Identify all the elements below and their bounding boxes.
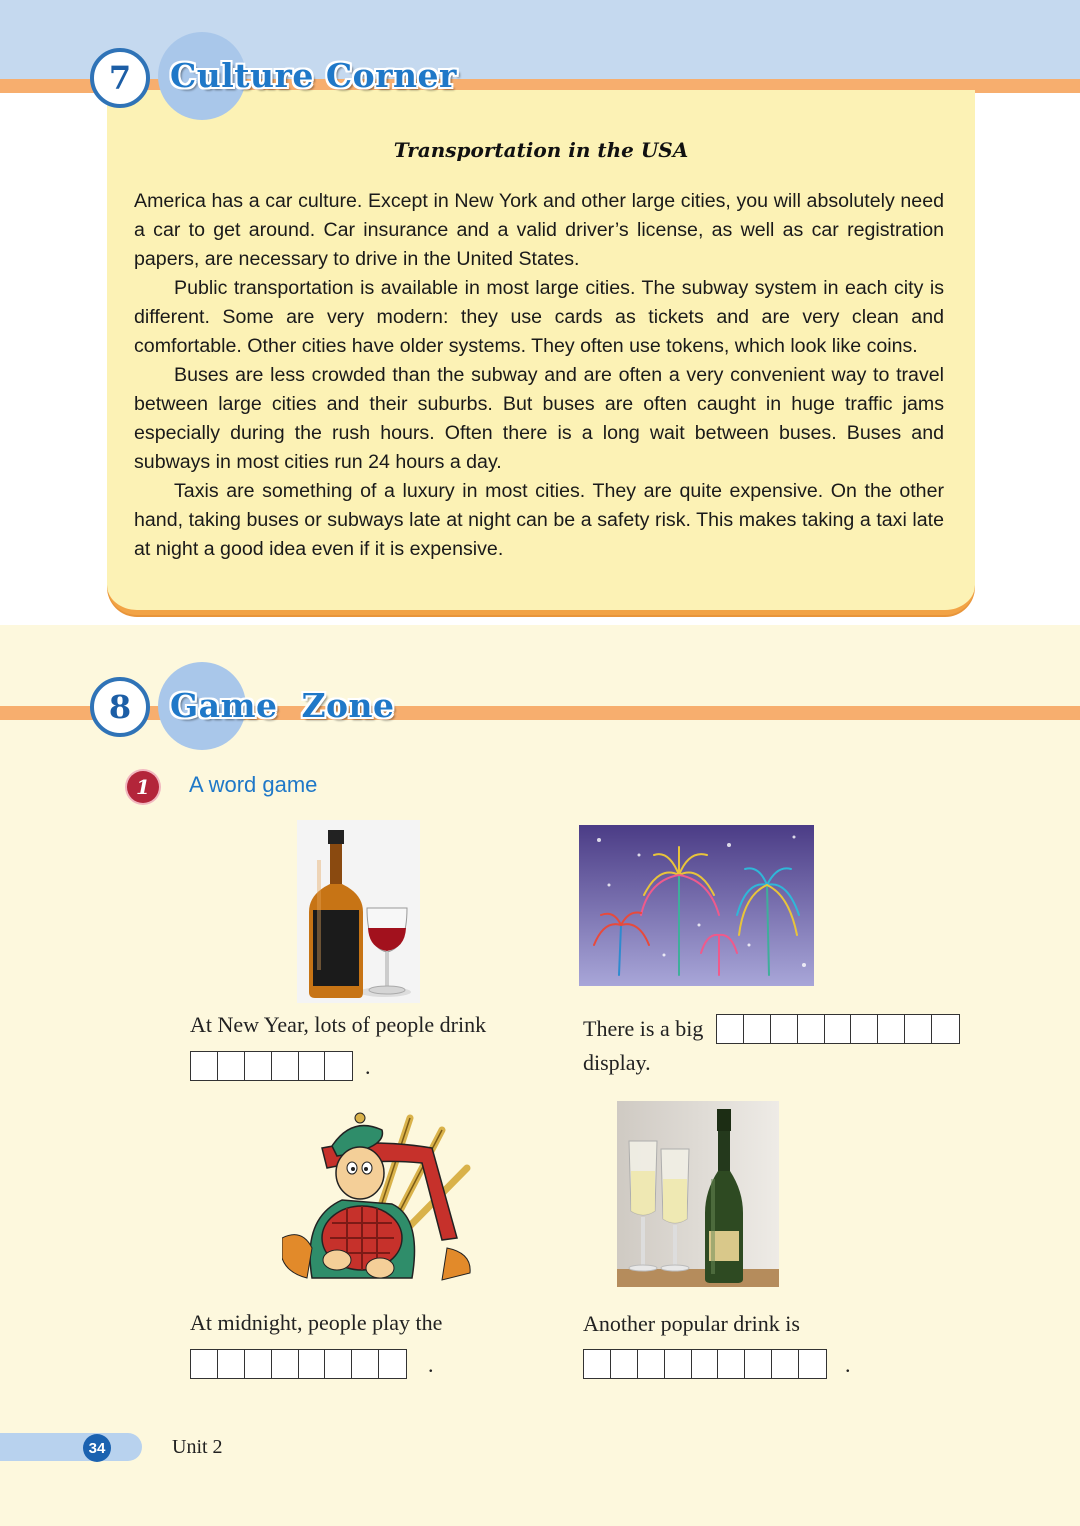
culture-corner-box xyxy=(107,90,975,615)
article-body xyxy=(134,187,944,564)
letter-box[interactable] xyxy=(583,1349,611,1379)
letter-box[interactable] xyxy=(271,1349,299,1379)
section-8-number: 8 xyxy=(90,677,150,737)
unit-label: Unit 2 xyxy=(172,1436,223,1458)
letter-box[interactable] xyxy=(717,1349,745,1379)
footer-bar xyxy=(0,1433,142,1461)
letter-box[interactable] xyxy=(664,1349,692,1379)
letter-box[interactable] xyxy=(771,1349,799,1379)
exercise-title: A word game xyxy=(189,772,318,797)
letter-box[interactable] xyxy=(824,1014,852,1044)
item-2-caption-continued: display. xyxy=(583,1050,651,1075)
item-3-period: . xyxy=(428,1352,434,1377)
letter-box[interactable] xyxy=(298,1349,326,1379)
item-1-period: . xyxy=(365,1054,371,1079)
letter-box[interactable] xyxy=(770,1014,798,1044)
whisky-wine-illustration xyxy=(297,820,420,1003)
game-zone-title: Game Zone xyxy=(170,686,395,725)
bagpipes-illustration xyxy=(282,1108,477,1290)
letter-box[interactable] xyxy=(351,1349,379,1379)
article-paragraph: Taxis are something of a luxury in most cities. They are quite expensive. On the other hand, taking buses or subways late at night can be a safety risk. This makes taking a taxi late at night a good idea even if it is expensive. xyxy=(134,480,944,560)
letter-box[interactable] xyxy=(637,1349,665,1379)
page-number: 34 xyxy=(83,1434,111,1462)
letter-box[interactable] xyxy=(798,1349,826,1379)
letter-box[interactable] xyxy=(743,1014,771,1044)
letter-box[interactable] xyxy=(324,1349,352,1379)
item-3-caption: At midnight, people play the xyxy=(190,1310,443,1335)
article-title: Transportation in the USA xyxy=(393,138,689,162)
champagne-illustration xyxy=(617,1101,779,1287)
letter-box[interactable] xyxy=(298,1051,326,1081)
letter-box[interactable] xyxy=(904,1014,932,1044)
letter-box[interactable] xyxy=(190,1349,218,1379)
letter-box[interactable] xyxy=(877,1014,905,1044)
letter-box[interactable] xyxy=(271,1051,299,1081)
letter-box[interactable] xyxy=(324,1051,352,1081)
item-1-answer-boxes[interactable] xyxy=(190,1051,353,1081)
letter-box[interactable] xyxy=(850,1014,878,1044)
culture-corner-title: Culture Corner xyxy=(170,56,457,95)
letter-box[interactable] xyxy=(931,1014,959,1044)
letter-box[interactable] xyxy=(244,1051,272,1081)
letter-box[interactable] xyxy=(378,1349,406,1379)
article-paragraph: Public transportation is available in most large cities. The subway system in each city is different. Some are very modern: they use cards as tickets and are very clean and comfortable. Other cities have older systems. They often use tokens, which look like coins. xyxy=(134,277,944,357)
letter-box[interactable] xyxy=(190,1051,218,1081)
letter-box[interactable] xyxy=(217,1349,245,1379)
item-3-answer-boxes[interactable] xyxy=(190,1349,407,1379)
letter-box[interactable] xyxy=(744,1349,772,1379)
letter-box[interactable] xyxy=(691,1349,719,1379)
item-4-caption: Another popular drink is xyxy=(583,1311,800,1336)
exercise-number-marker: 1 xyxy=(127,771,159,803)
article-paragraph: Buses are less crowded than the subway and are often a very convenient way to travel between large cities and their suburbs. But buses are often caught in huge traffic jams especially during the rush hours. Often there is a long wait between buses. Buses and subways in most cities run 24 hours a day. xyxy=(134,364,944,473)
letter-box[interactable] xyxy=(244,1349,272,1379)
item-4-answer-boxes[interactable] xyxy=(583,1349,827,1379)
item-4-period: . xyxy=(845,1352,851,1377)
item-2-answer-boxes[interactable] xyxy=(716,1014,960,1044)
article-paragraph: America has a car culture. Except in New York and other large cities, you will absolutely need a car to get around. Car insurance and a valid driver’s license, as well as car registration papers, are necessary to drive in the United States. xyxy=(134,190,944,270)
letter-box[interactable] xyxy=(217,1051,245,1081)
letter-box[interactable] xyxy=(610,1349,638,1379)
section-7-number: 7 xyxy=(90,48,150,108)
item-2-caption: There is a big xyxy=(583,1016,704,1041)
fireworks-illustration xyxy=(579,825,814,986)
letter-box[interactable] xyxy=(797,1014,825,1044)
item-1-caption: At New Year, lots of people drink xyxy=(190,1012,487,1037)
letter-box[interactable] xyxy=(716,1014,744,1044)
